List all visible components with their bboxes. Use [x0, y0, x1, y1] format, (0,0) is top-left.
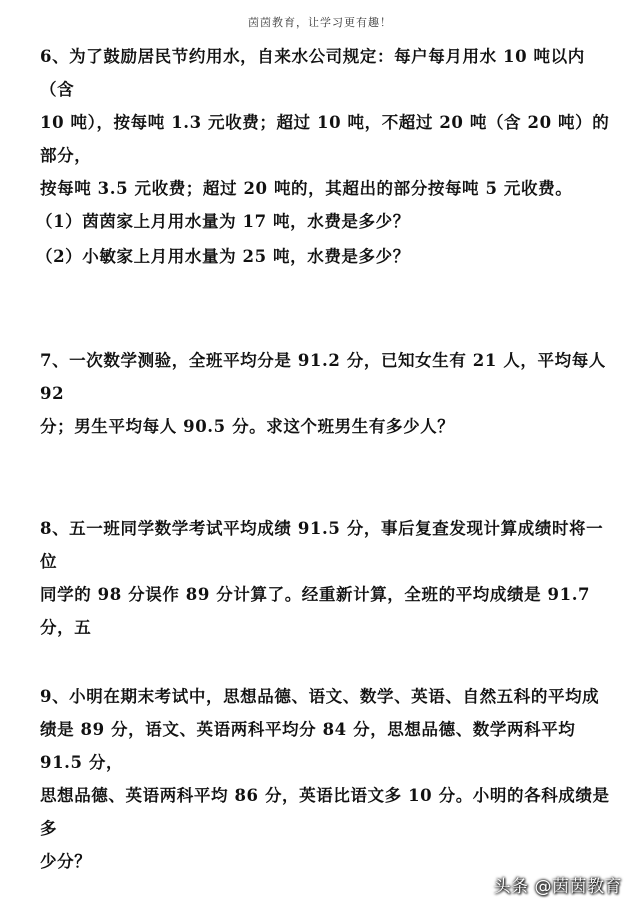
question-6-line: 10 吨），按每吨 1.3 元收费；超过 10 吨，不超过 20 吨（含 20 吨）的部分，: [40, 113, 610, 165]
question-8-line: 8、五一班同学数学考试平均成绩 91.5 分，事后复查发现计算成绩时将一位: [40, 519, 604, 571]
question-9-line: 少分？: [40, 852, 92, 871]
question-9-line: 9、小明在期末考试中，思想品德、语文、数学、英语、自然五科的平均成: [40, 687, 600, 706]
question-8: [40, 512, 612, 644]
question-9-line: 绩是 89 分，语文、英语两科平均分 84 分，思想品德、数学两科平均 91.5 分，: [40, 720, 576, 772]
question-9-line: 思想品德、英语两科平均 86 分，英语比语文多 10 分。小明的各科成绩是多: [40, 786, 610, 838]
question-6-line: 按每吨 3.5 元收费；超过 20 吨的，其超出的部分按每吨 5 元收费。: [40, 179, 573, 198]
page-header: 茵茵教育，让学习更有趣！: [248, 16, 392, 29]
question-9: [40, 680, 612, 878]
question-6-part-1: （1）茵茵家上月用水量为 17 吨，水费是多少？: [36, 212, 410, 231]
question-7-line: 分；男生平均每人 90.5 分。求这个班男生有多少人？: [40, 417, 455, 436]
question-6: [36, 40, 612, 238]
question-6-line: 6、为了鼓励居民节约用水，自来水公司规定：每户每月用水 10 吨以内（含: [40, 47, 585, 99]
question-6-part-2-block: [36, 240, 612, 273]
question-8-line: 同学的 98 分误作 89 分计算了。经重新计算，全班的平均成绩是 91.7 分，五: [40, 585, 591, 637]
question-6-part-2: （2）小敏家上月用水量为 25 吨，水费是多少？: [36, 247, 410, 266]
question-7: [40, 344, 612, 443]
question-7-line: 7、一次数学测验，全班平均分是 91.2 分，已知女生有 21 人，平均每人 92: [40, 351, 606, 403]
watermark: 头条 @茵茵教育: [493, 877, 622, 897]
